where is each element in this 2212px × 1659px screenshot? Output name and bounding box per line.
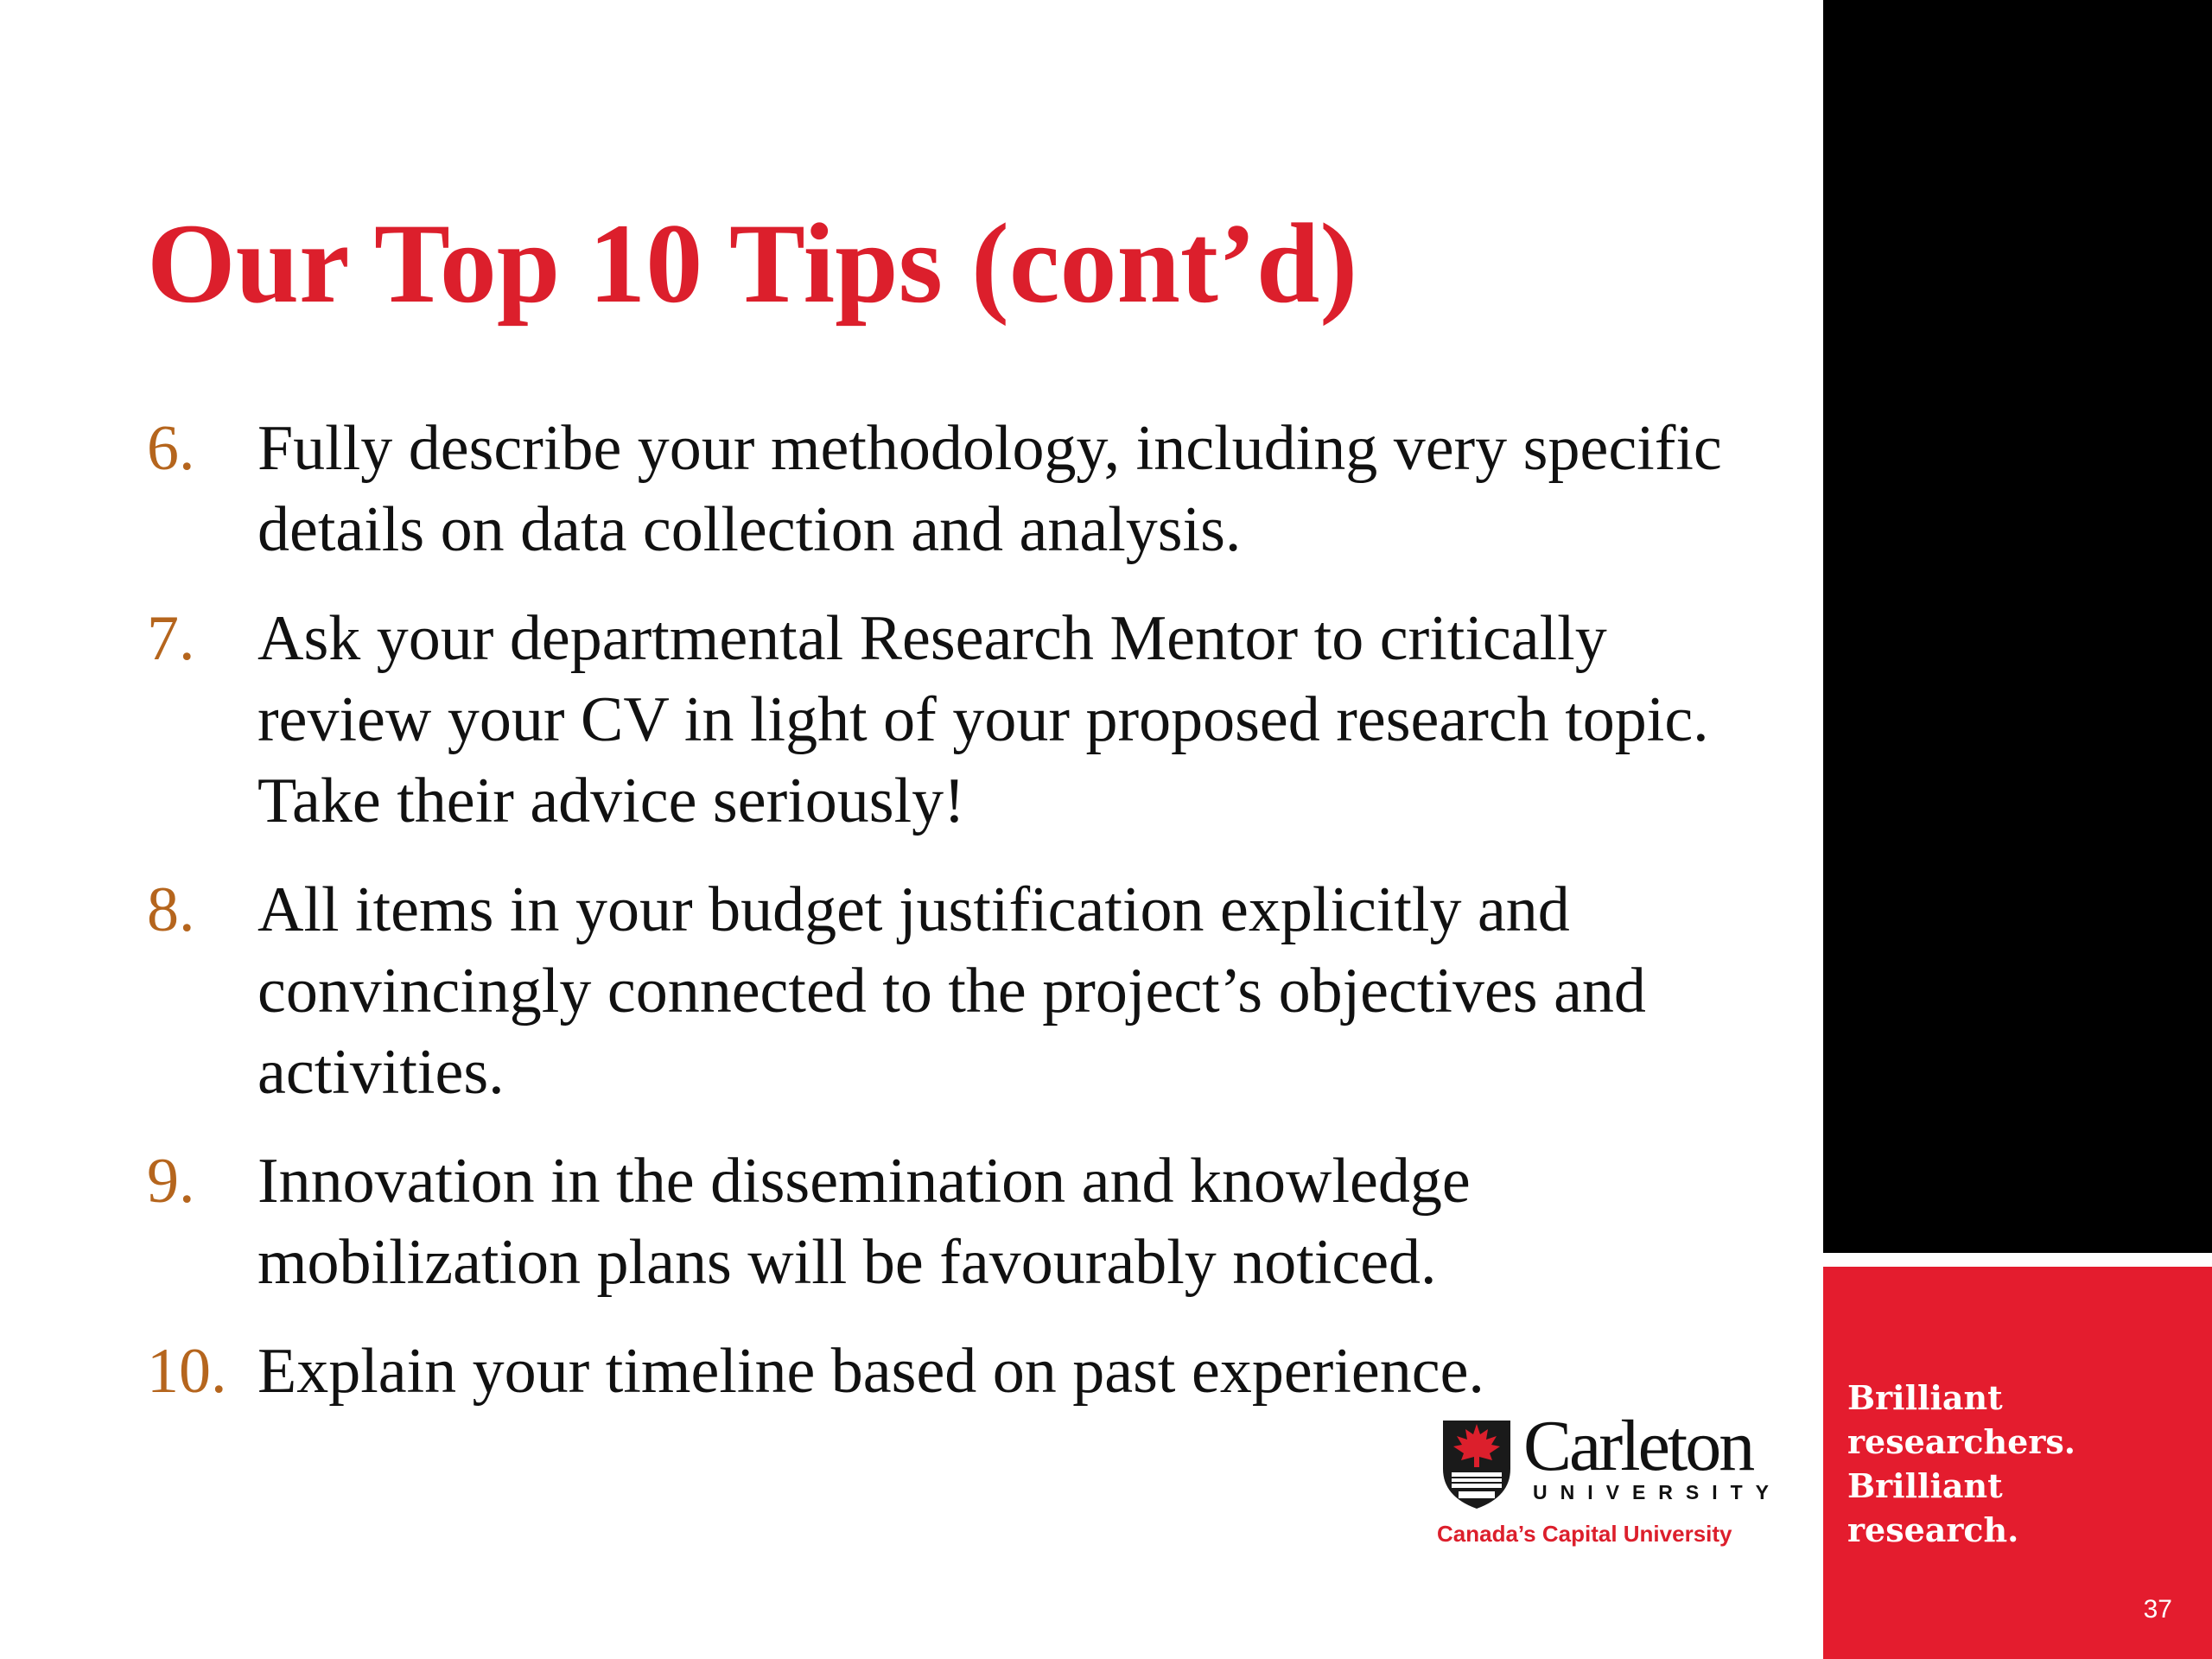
tip-item-7 bbox=[147, 598, 1771, 842]
page-number: 37 bbox=[2143, 1595, 2172, 1624]
logo-subtitle: UNIVERSITY bbox=[1533, 1481, 1783, 1503]
tips-list bbox=[147, 408, 1771, 1440]
carleton-logo bbox=[1434, 1408, 1797, 1547]
tip-item-10 bbox=[147, 1331, 1771, 1412]
tip-number: 10. bbox=[147, 1336, 227, 1407]
tip-number: 6. bbox=[147, 413, 195, 484]
tip-text: All items in your budget justification explicitly and convincingly connected to the project’s objectives and activities. bbox=[257, 874, 1646, 1108]
logo-tagline: Canada’s Capital University bbox=[1437, 1521, 1732, 1547]
tip-number: 8. bbox=[147, 874, 195, 945]
brand-tagline: Brilliant researchers. Brilliant research. bbox=[1847, 1378, 2075, 1549]
tip-text: Fully describe your methodology, including very specific details on data collection and analysis. bbox=[257, 413, 1722, 565]
tip-number: 7. bbox=[147, 603, 195, 674]
tip-item-9 bbox=[147, 1141, 1771, 1303]
logo-wordmark: Carleton bbox=[1523, 1406, 1753, 1486]
carleton-crest-icon bbox=[1440, 1415, 1514, 1510]
tip-text: Ask your departmental Research Mentor to critically review your CV in light of your proposed research topic. Take their advice seriously! bbox=[257, 603, 1709, 836]
tip-number: 9. bbox=[147, 1146, 195, 1217]
tip-text: Innovation in the dissemination and knowledge mobilization plans will be favourably noticed. bbox=[257, 1146, 1471, 1298]
panel-divider bbox=[1823, 1253, 2212, 1267]
tip-item-6 bbox=[147, 408, 1771, 570]
slide-title: Our Top 10 Tips (cont’d) bbox=[147, 200, 1358, 327]
tip-item-8 bbox=[147, 869, 1771, 1113]
tip-text: Explain your timeline based on past experience. bbox=[257, 1336, 1484, 1407]
